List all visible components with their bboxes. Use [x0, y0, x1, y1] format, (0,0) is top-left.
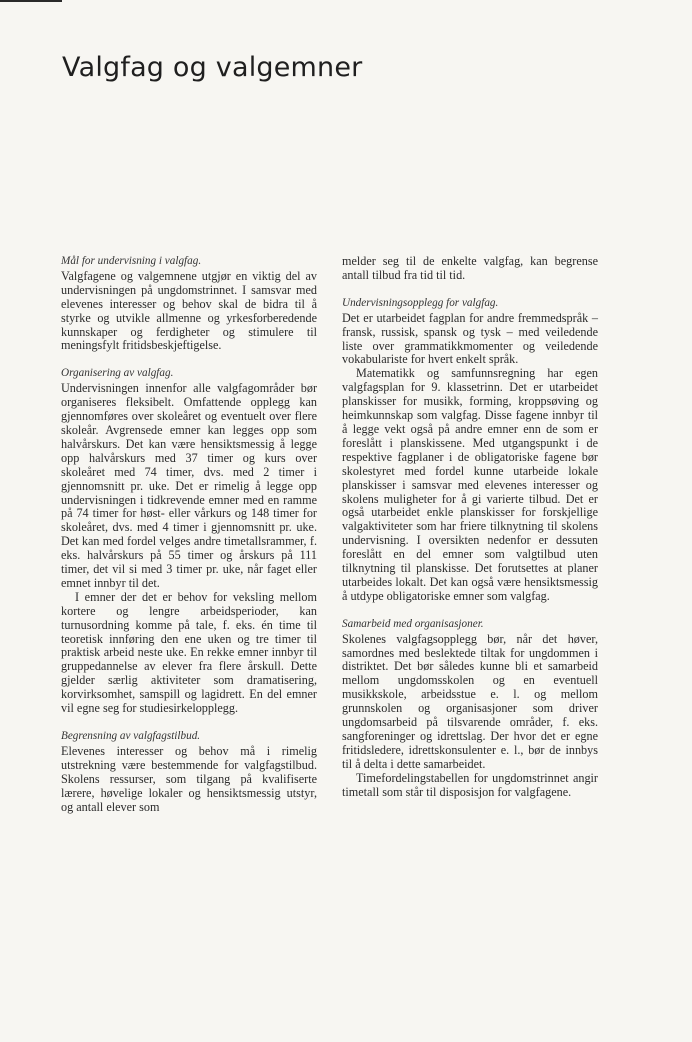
- top-rule: [0, 0, 62, 2]
- right-column: [342, 255, 598, 814]
- section-paragraph: Valgfagene og valgemnene utgjør en viktig del av undervisningen på ungdomstrinnet. I samsvar med elevenes interesser og behov skal de bidra til å styrke og utvikle allmenne og yrkesforberedende kunnskaper og ferdigheter og stimulere til meningsfylt fritidsbeskjeftigelse.: [61, 268, 317, 353]
- section-organisering: [61, 367, 317, 716]
- section-heading: Begrensning av valgfagstilbud.: [61, 730, 201, 742]
- section-paragraph: I emner der det er behov for veksling mellom kortere og lengre arbeidsperioder, kan turnusordning komme på tale, f. eks. én time til teoretisk innføring den ene uken og tre timer til praktisk arbeid neste uke. En rekke emner innbyr til gruppedannelse av elever fra flere årskull. Dette gjelder særlig aktiviteter som dramatisering, korvirksomhet, samspill og lagidrett. En del emner vil egne seg for studiesirkelopplegg.: [61, 589, 317, 716]
- section-paragraph: melder seg til de enkelte valgfag, kan begrense antall tilbud fra tid til tid.: [342, 254, 598, 282]
- section-paragraph: Undervisningen innenfor alle valgfagområder bør organiseres fleksibelt. Omfattende opplegg kan gjennomføres over skoleåret og eventuelt over flere skoleår. Avgrensede emner kan legges opp som halvårskurs. Det kan være hensiktsmessig å legge opp halvårskurs med 37 timer og kurs over skoleåret med 74 timer, dvs. med 2 timer i gjennomsnitt pr. uke. Det er rimelig å legge opp undervisningen i tidkrevende emner med en ramme på 74 timer for høst- eller vårkurs og 148 timer for skoleåret, dvs. med 4 timer i gjennomsnitt pr. uke. Det kan med fordel velges andre timetallsrammer, f. eks. halvårskurs på 55 timer og årskurs på 111 timer, det vil si med 3 timer pr. uke, når faget eller emnet innbyr til det.: [61, 381, 317, 590]
- section-undervisningsopplegg: [342, 297, 598, 604]
- page-title: Valgfag og valgemner: [62, 52, 363, 83]
- section-paragraph: Elevenes interesser og behov må i rimelig utstrekning være bestemmende for valgfagstilbud. Skolens ressurser, som tilgang på kvalifiserte lærere, høvelige lokaler og hensiktsmessig utstyr, og antall elever som: [61, 743, 317, 814]
- section-paragraph: Matematikk og samfunnsregning har egen valgfagsplan for 9. klassetrinn. Det er utarbeidet planskisser for musikk, forming, kroppsøving og heimkunnskap som valgfag. Disse fagene innbyr til å legge vekt også på andre emner enn de som er foreslått i planskissene. Med utgangspunkt i de respektive fagplaner i de obligatoriske fagene bør skolestyret med fordel kunne utarbeide lokale planskisser i samsvar med elevenes interesser og skolens muligheter for å gi varierte tilbud. Det er også utarbeidet enkle planskisser for forskjellige valgaktiviteter som har friere tilknytning til skolens undervisning. I oversikten nedenfor er dessuten foreslått en del emner som valgtilbud uten tilknytning til planskisse. Det forutsettes at planer utarbeides lokalt. Det kan også være hensiktsmessig å utdype obligatoriske emner som valgfag.: [342, 366, 598, 603]
- section-heading: Undervisningsopplegg for valgfag.: [342, 296, 499, 309]
- left-column: [61, 255, 317, 828]
- section-maal: [61, 255, 317, 353]
- section-heading: Samarbeid med organisasjoner.: [342, 617, 484, 630]
- section-paragraph: Det er utarbeidet fagplan for andre fremmedspråk – fransk, russisk, spansk og tysk – med veiledende liste over grammatikkmomenter og veiledende vokabulariste for hvert enkelt språk.: [342, 310, 598, 367]
- section-heading: Mål for undervisning i valgfag.: [61, 255, 202, 267]
- section-continuation: [342, 255, 598, 283]
- section-paragraph: Timefordelingstabellen for ungdomstrinnet angir timetall som står til disposisjon for valgfagene.: [342, 770, 598, 799]
- section-begrensning: [61, 730, 317, 814]
- section-heading: Organisering av valgfag.: [61, 367, 174, 380]
- section-samarbeid: [342, 618, 598, 800]
- section-paragraph: Skolenes valgfagsopplegg bør, når det høver, samordnes med beslektede tiltak for ungdommen i distriktet. Det bør således kunne bli et samarbeid mellom ungdomsskolen og en eventuell musikkskole, arbeidsstue e. l. og mellom grunnskolen og organisasjoner som driver ungdomsarbeid på tilsvarende områder, f. eks. sangforeninger og idrettslag. Der hvor det er egne fritidsledere, idrettskonsulenter e. l., bør de innbys til å delta i dette samarbeidet.: [342, 631, 598, 771]
